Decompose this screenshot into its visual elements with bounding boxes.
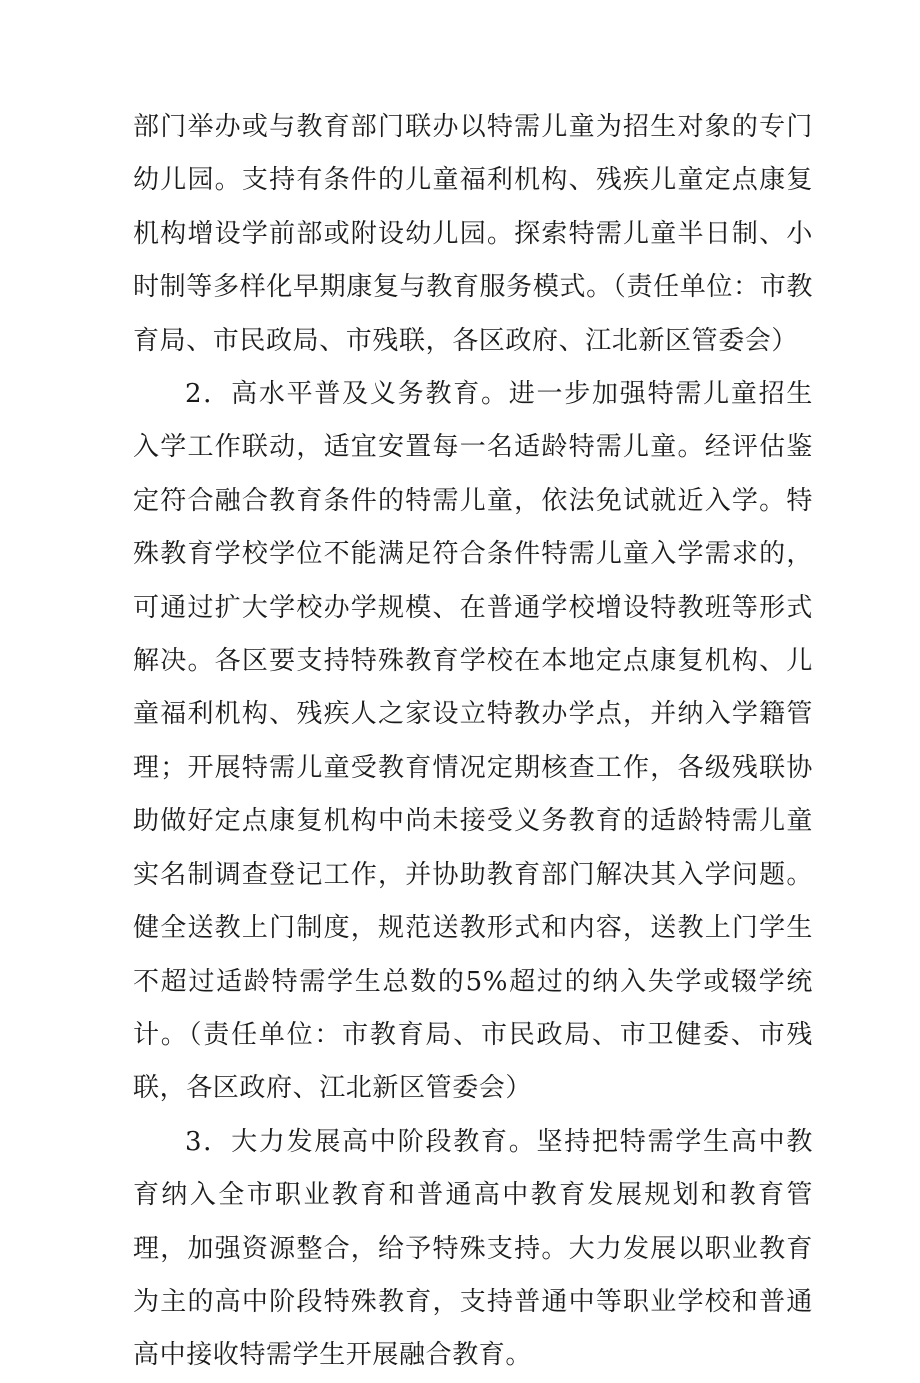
paragraph-high-school-education: 3．大力发展高中阶段教育。坚持把特需学生高中教育纳入全市职业教育和普通高中教育发展规划和教育管理，加强资源整合，给予特殊支持。大力发展以职业教育为主的高中阶段特殊教育，支持普通中等职业学校和普通高中接收特需学生开展融合教育。 xyxy=(133,1126,813,1371)
paragraph-compulsory-education: 2．高水平普及义务教育。进一步加强特需儿童招生入学工作联动，适宜安置每一名适龄特需儿童。经评估鉴定符合融合教育条件的特需儿童，依法免试就近入学。特殊教育学校学位不能满足符合条件特需儿童入学需求的，可通过扩大学校办学规模、在普通学校增设特教班等形式解决。各区要支持特殊教育学校在本地定点康复机构、儿童福利机构、残疾人之家设立特教办学点，并纳入学籍管理；开展特需儿童受教育情况定期核查工作，各级残联协助做好定点康复机构中尚未接受义务教育的适龄特需儿童实名制调查登记工作，并协助教育部门解决其入学问题。健全送教上门制度，规范送教形式和内容，送教上门学生不超过适龄特需学生总数的5%超过的纳入失学或辍学统计。（责任单位：市教育局、市民政局、市卫健委、市残联，各区政府、江北新区管委会） xyxy=(133,379,813,1104)
paragraph-continuation: 部门举办或与教育部门联办以特需儿童为招生对象的专门幼儿园。支持有条件的儿童福利机构、残疾儿童定点康复机构增设学前部或附设幼儿园。探索特需儿童半日制、小时制等多样化早期康复与教育服务模式。（责任单位：市教育局、市民政局、市残联，各区政府、江北新区管委会） xyxy=(133,112,813,356)
document-body xyxy=(133,101,813,1383)
